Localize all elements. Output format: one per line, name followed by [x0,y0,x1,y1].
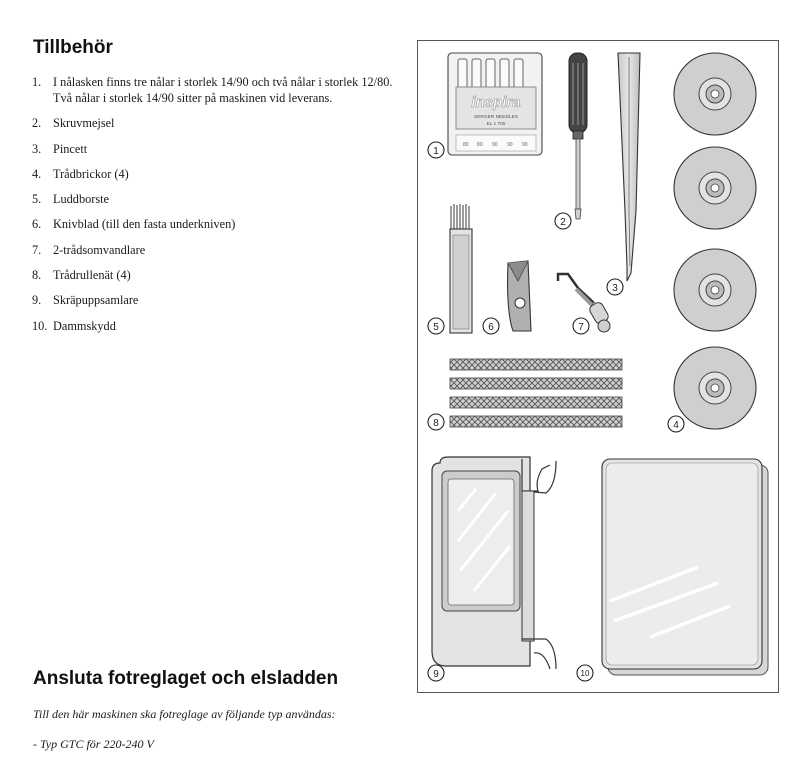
spool-nets-illustration [450,359,622,427]
item-number: 7. [32,242,42,257]
tweezers-illustration [618,53,640,281]
callout-3 [607,279,623,295]
needle-box-illustration [448,53,542,155]
item-number: 2. [32,116,42,131]
item-text: Trådbrickor (4) [53,166,129,181]
list-item [32,292,404,308]
needle-size-label: 90 [492,142,498,148]
list-item [32,166,404,182]
item-number: 5. [32,192,42,207]
callout-1 [428,142,444,158]
callout-5 [428,318,444,334]
item-text: I nålasken finns tre nålar i storlek 14/90 och två nålar i storlek 12/80. Två nålar i storlek 14/90 sitter på maskinen vid leverans. [53,75,393,105]
callout-8 [428,414,444,430]
callout-number: 5 [433,322,439,333]
list-item [32,115,404,131]
item-text: Knivblad (till den fasta underkniven) [53,217,236,232]
callout-number: 10 [580,669,590,678]
callout-number: 7 [578,322,584,333]
needle-size-label: 80 [477,142,483,148]
item-text: Dammskydd [53,318,116,333]
item-number: 6. [32,217,42,232]
callout-number: 3 [612,283,618,294]
callout-number: 2 [560,217,566,228]
accessories-illustration [417,40,779,693]
callout-number: 6 [488,322,494,333]
list-item [32,242,404,258]
callout-6 [483,318,499,334]
item-text: Luddborste [53,192,110,207]
list-item [32,216,404,232]
needle-box-code: EL x 705 [486,122,506,127]
accessories-drawing [418,41,780,694]
list-item [32,74,404,106]
knife-blade-illustration [508,261,531,331]
accessory-list [32,74,404,343]
callout-number: 9 [433,669,439,680]
item-text: Trådrullenät (4) [53,268,131,283]
item-number: 8. [32,268,42,283]
callout-number: 1 [433,146,439,157]
callout-2 [555,213,571,229]
thread-discs-illustration [674,53,756,429]
callout-number: 4 [673,420,679,431]
foot-control-note: Till den här maskinen ska fotreglage av följande typ användas: [33,707,336,721]
item-text: Skräpuppsamlare [53,293,139,308]
item-text: Skruvmejsel [53,116,115,131]
callout-4 [668,416,684,432]
callout-10 [577,665,593,681]
needle-box-subtitle: SERGER NEEDLES [474,115,518,120]
item-number: 10. [32,318,48,333]
list-item [32,191,404,207]
item-text: 2-trådsomvandlare [53,242,146,257]
item-text: Pincett [53,141,88,156]
screwdriver-illustration [569,53,587,219]
item-number: 3. [32,141,42,156]
foot-control-type: - Typ GTC för 220-240 V [33,737,154,751]
item-number: 9. [32,293,42,308]
needle-size-label: 90 [507,142,513,148]
list-item [32,318,404,334]
item-number: 4. [32,166,42,181]
list-item [32,141,404,157]
callout-9 [428,665,444,681]
needle-size-label: 80 [463,142,469,148]
lint-brush-illustration [450,204,472,333]
needle-size-label: 90 [522,142,528,148]
waste-collector-illustration [432,457,556,669]
callout-number: 8 [433,418,439,429]
callout-7 [573,318,589,334]
section-title-foot-control: Ansluta fotreglaget och elsladden [33,668,339,689]
item-number: 1. [32,75,42,89]
list-item [32,267,404,283]
dust-cover-illustration [602,459,768,675]
section-title-accessories: Tillbehör [33,37,113,58]
needle-box-brand: inspira [471,94,521,111]
